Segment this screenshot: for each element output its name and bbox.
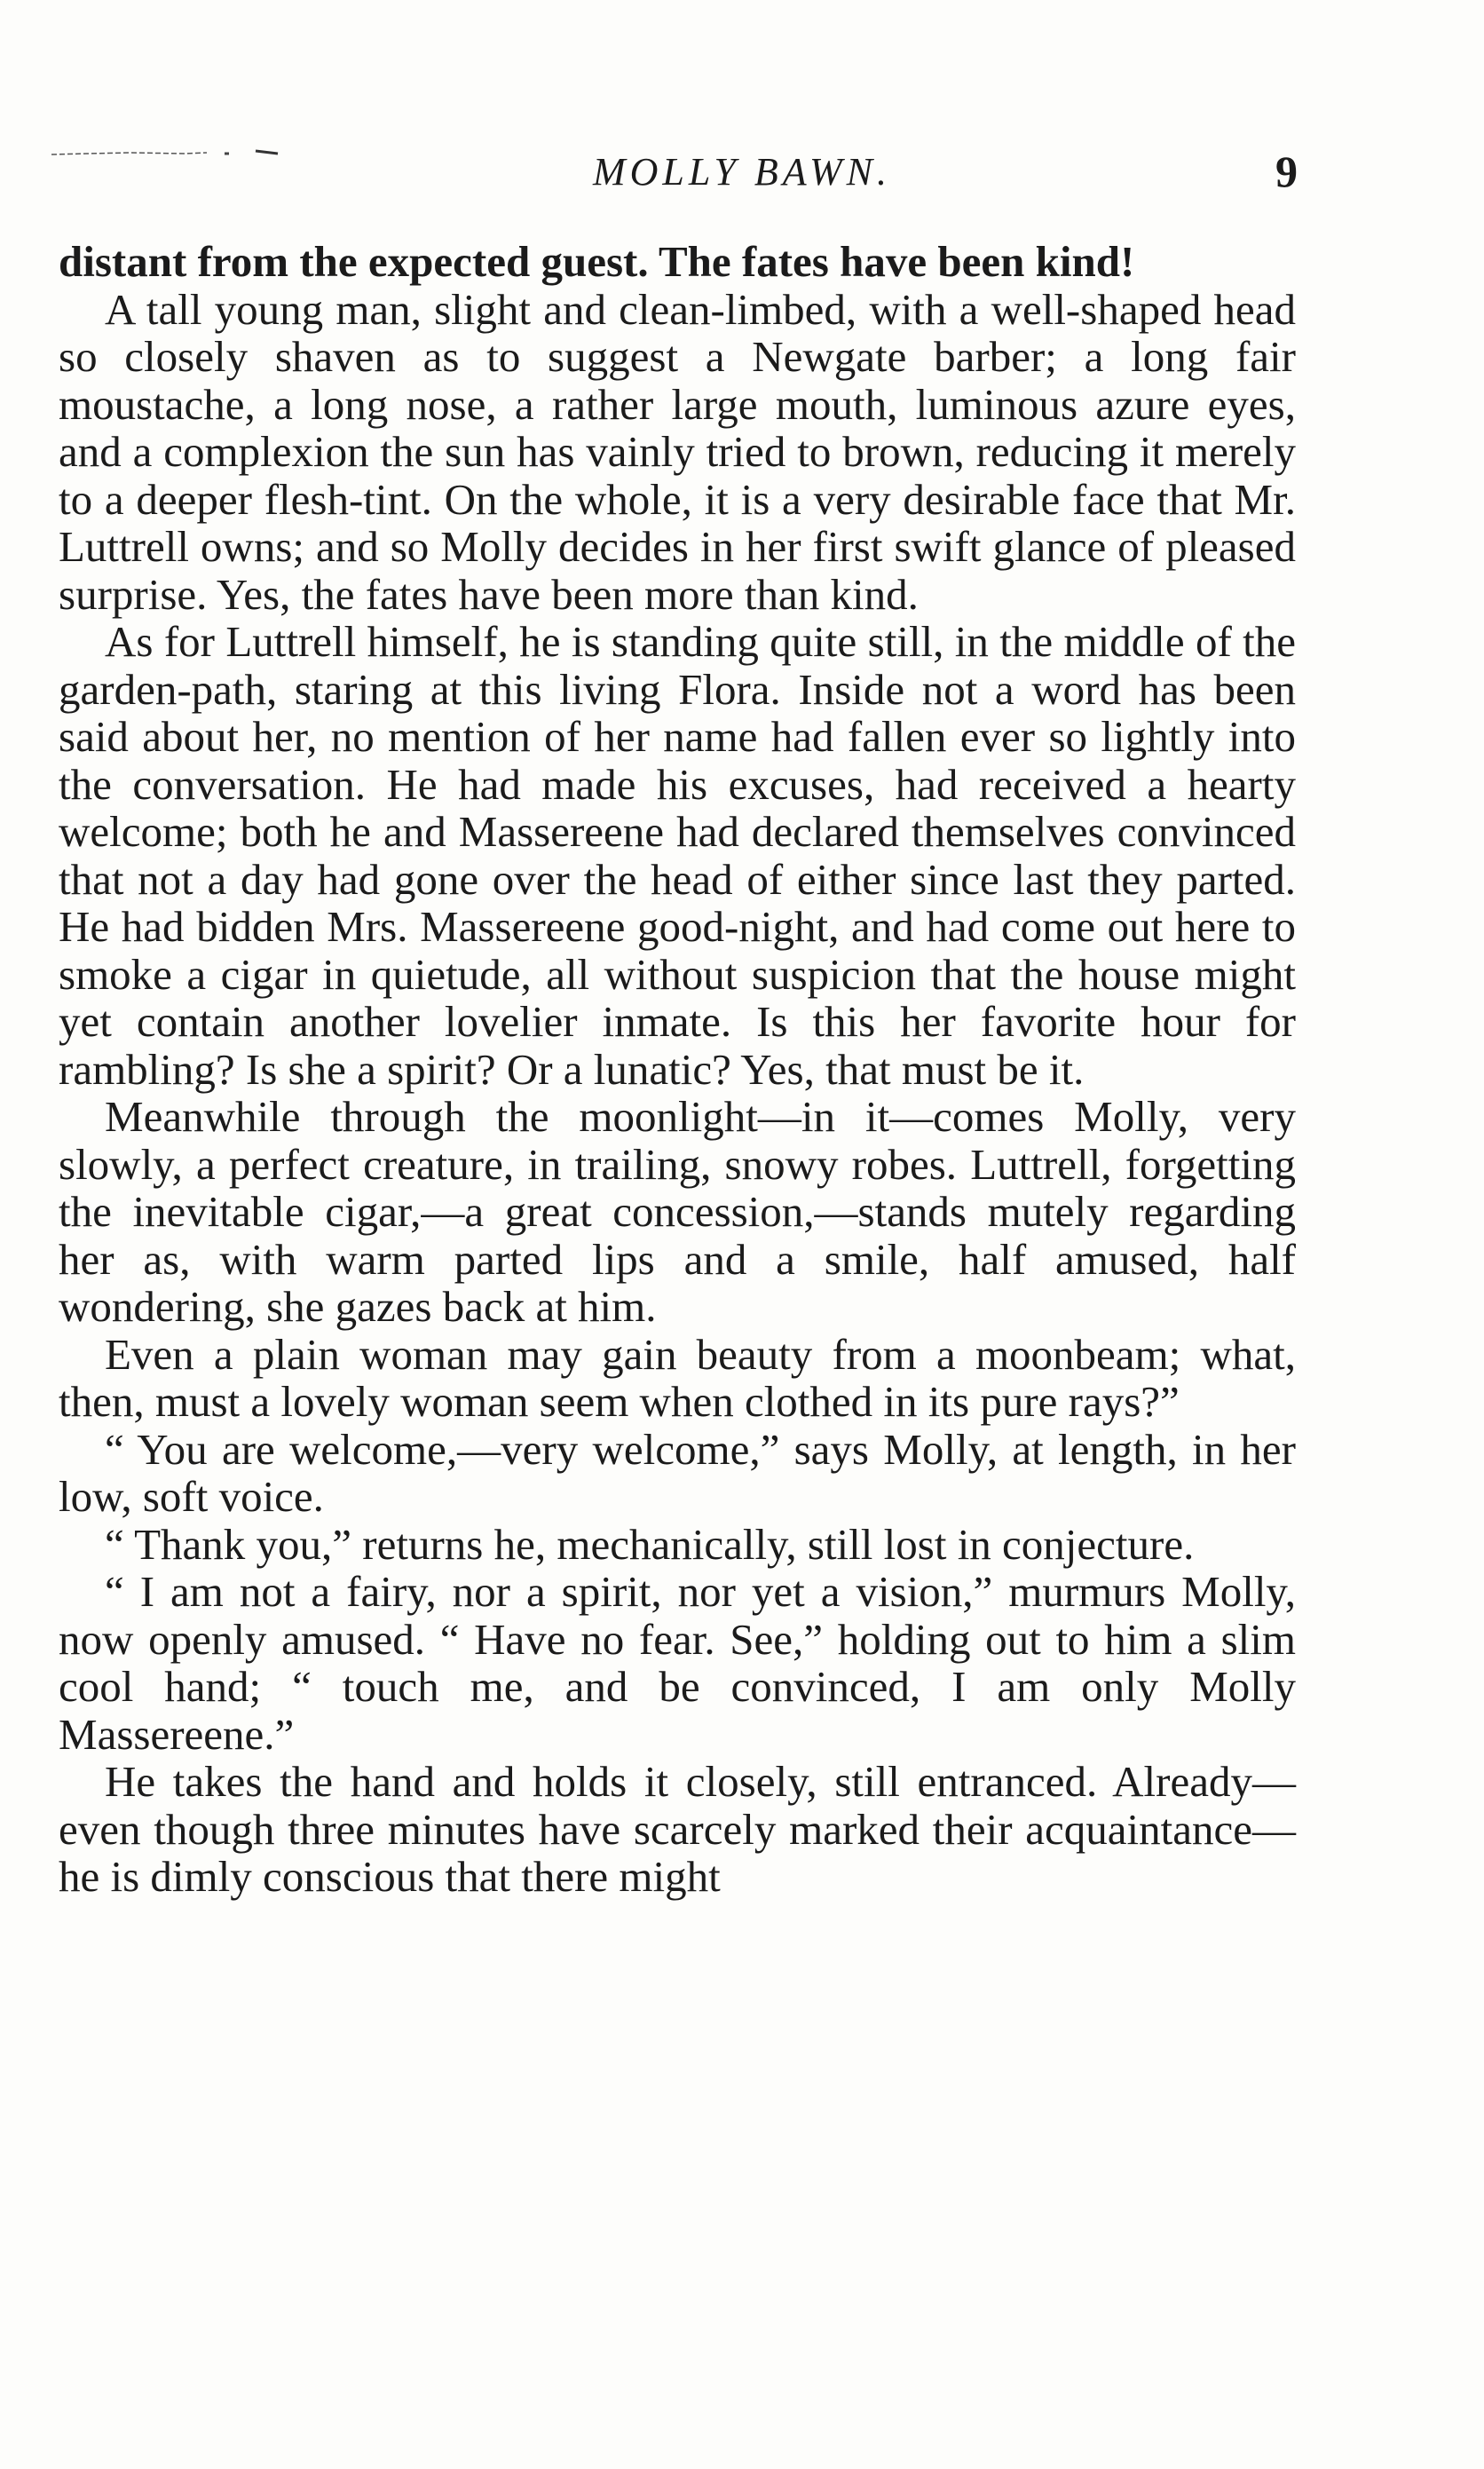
running-title: MOLLY BAWN. <box>592 150 892 194</box>
paragraph: “ Thank you,” returns he, mechanically, still lost in conjecture. <box>105 1519 1195 1569</box>
paragraph: distant from the expected guest. The fates have been kind! <box>59 237 1135 286</box>
page-header <box>0 146 1484 202</box>
paragraph: “ You are welcome,—very welcome,” says Molly, at length, in her low, soft voice. <box>59 1424 1296 1521</box>
page-number: 9 <box>1275 146 1298 196</box>
paragraph: “ I am not a fairy, nor a spirit, nor yet a vision,” murmurs Molly, now openly amused. “ Have no fear. See,” holding out to him a slim cool hand; “ touch me, and be convinced, I am only Molly Massereene.” <box>59 1567 1296 1759</box>
paragraph: Even a plain woman may gain beauty from a moonbeam; what, then, must a lovely woman seem when clothed in its pure rays?” <box>59 1329 1296 1426</box>
paragraph: As for Luttrell himself, he is standing quite still, in the middle of the garden-path, staring at this living Flora. Inside not a word has been said about her, no mention of her name had fallen ever so lightly into the conversation. He had made his excuses, had received a hearty welcome; both he and Massereene had declared themselves convinced that not a day had gone over the head of either since last they parted. He had bidden Mrs. Massereene good-night, and had come out here to smoke a cigar in quietude, all without suspicion that the house might yet contain another lovelier inmate. Is this her favorite hour for rambling? Is she a spirit? Or a lunatic? Yes, that must be it. <box>59 617 1296 1094</box>
paragraph: Meanwhile through the moonlight—in it—comes Molly, very slowly, a perfect creature, in trailing, snowy robes. Luttrell, forgetting the inevitable cigar,—a great concession,—stands mutely regarding her as, with warm parted lips and a smile, half amused, half wondering, she gazes back at him. <box>59 1092 1296 1331</box>
paragraph: He takes the hand and holds it closely, still entranced. Already—even though three minutes have scarcely marked their acquaintance—he is dimly conscious that there might <box>59 1757 1296 1901</box>
body-text <box>59 238 1296 1901</box>
paragraph: A tall young man, slight and clean-limbed, with a well-shaped head so closely shaven as to suggest a Newgate barber; a long fair moustache, a long nose, a rather large mouth, luminous azure eyes, and a complexion the sun has vainly tried to brown, reducing it merely to a deeper flesh-tint. On the whole, it is a very desirable face that Mr. Luttrell owns; and so Molly decides in her first swift glance of pleased surprise. Yes, the fates have been more than kind. <box>59 284 1296 619</box>
